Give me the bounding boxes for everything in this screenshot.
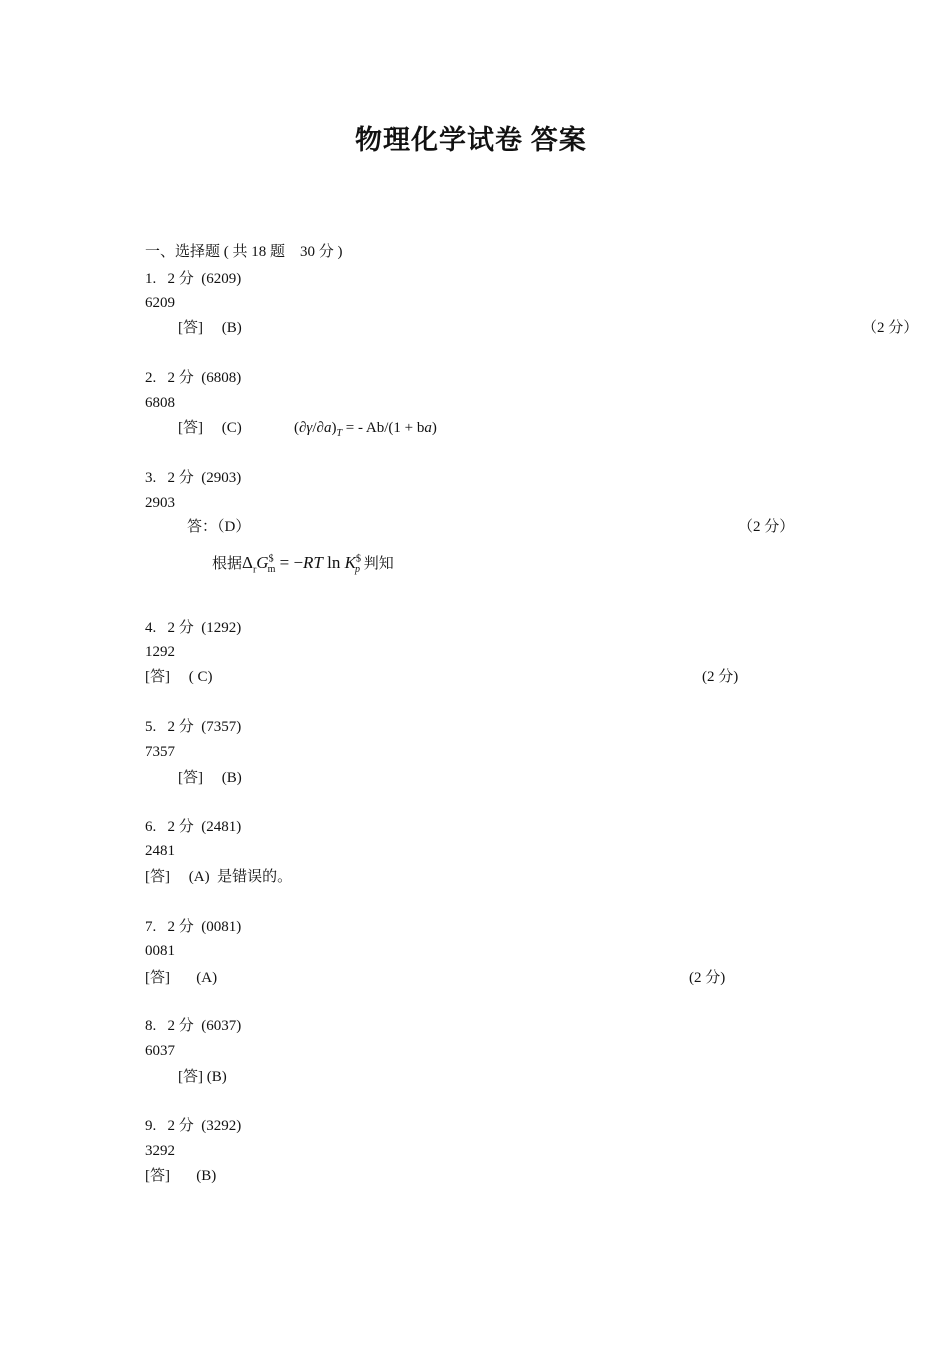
question-9-heading: 9. 2 分 (3292) bbox=[145, 1118, 242, 1134]
question-3-score: （2 分） bbox=[738, 519, 795, 535]
question-6-answer: [答] (A) 是错误的。 bbox=[145, 869, 293, 885]
question-5-code: 7357 bbox=[145, 744, 175, 760]
question-9-answer: [答] (B) bbox=[145, 1168, 217, 1184]
question-2-answer: [答] (C) bbox=[178, 420, 242, 436]
question-2-heading: 2. 2 分 (6808) bbox=[145, 370, 242, 386]
question-5-heading: 5. 2 分 (7357) bbox=[145, 719, 242, 735]
question-6-code: 2481 bbox=[145, 843, 175, 859]
question-1-code: 6209 bbox=[145, 295, 175, 311]
question-3-code: 2903 bbox=[145, 495, 175, 511]
question-4-answer: [答] ( C) bbox=[145, 669, 213, 685]
question-3-answer: 答：（D） bbox=[187, 519, 251, 535]
question-3-formula: 根据$\Delta_rG^{\$}_m = -RT$ $\ln K^{\$}_p$ 判知 bbox=[212, 553, 394, 576]
question-3-heading: 3. 2 分 (2903) bbox=[145, 470, 242, 486]
question-7-code: 0081 bbox=[145, 943, 175, 959]
question-8-code: 6037 bbox=[145, 1043, 175, 1059]
question-4-score: (2 分) bbox=[702, 669, 739, 685]
question-2-equation: $(\partial\gamma/\partial a)_T$ = - Ab/(1 + ba) bbox=[294, 420, 437, 439]
question-9-code: 3292 bbox=[145, 1143, 175, 1159]
question-4-heading: 4. 2 分 (1292) bbox=[145, 620, 242, 636]
question-2-code: 6808 bbox=[145, 395, 175, 411]
question-1-heading: 1. 2 分 (6209) bbox=[145, 271, 242, 287]
question-8-answer: [答] (B) bbox=[178, 1069, 227, 1085]
question-7-score: (2 分) bbox=[689, 970, 726, 986]
question-7-answer: [答] (A) bbox=[145, 970, 218, 986]
question-5-answer: [答] (B) bbox=[178, 770, 242, 786]
question-4-code: 1292 bbox=[145, 644, 175, 660]
question-1-score: （2 分） bbox=[862, 320, 919, 336]
question-6-heading: 6. 2 分 (2481) bbox=[145, 819, 242, 835]
question-8-heading: 8. 2 分 (6037) bbox=[145, 1018, 242, 1034]
question-1-answer: [答] (B) bbox=[178, 320, 242, 336]
page-title: 物理化学试卷 答案 bbox=[355, 125, 587, 155]
section-header: 一、选择题 ( 共 18 题 30 分 ) bbox=[145, 244, 343, 260]
question-7-heading: 7. 2 分 (0081) bbox=[145, 919, 242, 935]
